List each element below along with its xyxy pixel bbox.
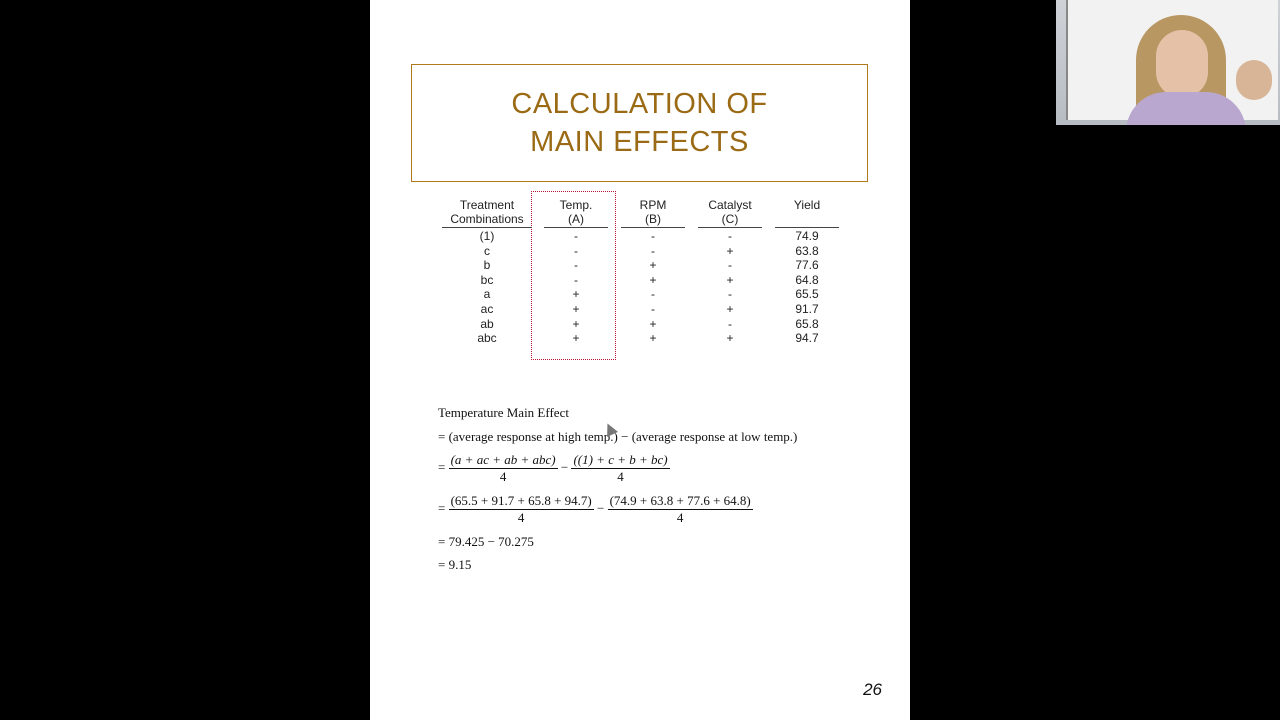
fraction-low-numeric: $\frac{(74.9 + 63.8 + 77.6 + 64.8)}{4}$ <box>609 493 751 525</box>
header-yield: Yield <box>793 198 821 212</box>
cell-rpm: - <box>651 302 655 316</box>
header-rule <box>544 227 608 228</box>
cell-yield: 94.7 <box>795 331 819 346</box>
cell-temp: + <box>572 331 580 346</box>
cell-yield: 65.5 <box>795 287 819 302</box>
fraction-high-numeric: $\frac{(65.5 + 91.7 + 65.8 + 94.7)}{4}$ <box>450 493 592 525</box>
calc-line-1: = (average response at high temp.) − (average response at low temp.) <box>438 429 798 444</box>
cell-yield: 63.8 <box>795 243 819 258</box>
presenter-hand <box>1236 60 1272 100</box>
page-number: 26 <box>863 680 882 699</box>
cell-rpm: + <box>649 331 657 346</box>
cell-treatment: abc <box>477 331 497 346</box>
cell-rpm: + <box>649 258 657 273</box>
header-treatment: Treatment Combinations <box>450 198 524 226</box>
cell-temp: + <box>572 316 580 331</box>
calc-fraction-line-numeric: = $\frac{(65.5 + 91.7 + 65.8 + 94.7)}{4}$ − $\frac{(74.9 + 63.8 + 77.6 + 64.8)}{4}$ <box>438 493 751 525</box>
calc-line-4: = 79.425 − 70.275 <box>438 534 534 549</box>
calc-heading: Temperature Main Effect <box>438 405 569 420</box>
cell-rpm: - <box>651 287 655 302</box>
cell-temp: + <box>572 287 580 302</box>
cell-treatment: a <box>483 287 491 302</box>
cell-treatment: bc <box>480 272 494 287</box>
cell-catalyst: - <box>728 287 732 302</box>
cell-catalyst: + <box>726 331 734 346</box>
cell-rpm: + <box>649 272 657 287</box>
cell-temp: - <box>574 243 578 258</box>
cell-yield: 64.8 <box>795 272 819 287</box>
cell-catalyst: + <box>726 272 734 287</box>
presenter-face <box>1156 30 1208 98</box>
slide <box>370 0 910 720</box>
cell-catalyst: - <box>728 316 732 331</box>
cell-temp: + <box>572 302 580 316</box>
cell-catalyst: + <box>726 302 734 316</box>
cell-yield: 77.6 <box>795 258 819 273</box>
cell-catalyst: + <box>726 243 734 258</box>
cell-temp: - <box>574 272 578 287</box>
calc-result: = 9.15 <box>438 557 472 572</box>
title-box <box>411 64 868 182</box>
header-temp: Temp. (A) <box>559 198 593 226</box>
cell-treatment: (1) <box>479 229 495 243</box>
cell-yield: 74.9 <box>795 229 819 243</box>
cell-rpm: + <box>649 316 657 331</box>
cell-yield: 91.7 <box>795 302 819 316</box>
slide-title <box>511 85 767 161</box>
cell-treatment: ac <box>480 302 494 316</box>
cell-rpm: - <box>651 243 655 258</box>
header-rule <box>698 227 762 228</box>
calc-fraction-line-symbolic: = $\frac{\text{(a + ac + ab + abc)}}{4}$ − $\frac{((1) + c + b + bc)}{4}$ <box>438 452 668 484</box>
header-catalyst: Catalyst (C) <box>708 198 752 226</box>
header-rule <box>621 227 685 228</box>
presenter-webcam <box>1056 0 1280 125</box>
cell-treatment: ab <box>480 316 494 331</box>
cell-treatment: b <box>483 258 491 273</box>
fraction-low-symbolic: $\frac{((1) + c + b + bc)}{4}$ <box>573 452 668 484</box>
title-line-2: MAIN EFFECTS <box>530 126 749 158</box>
header-rule <box>775 227 839 228</box>
cell-treatment: c <box>484 243 490 258</box>
cell-yield: 65.8 <box>795 316 819 331</box>
cell-temp: - <box>574 258 578 273</box>
cell-catalyst: - <box>728 258 732 273</box>
cell-rpm: - <box>651 229 655 243</box>
title-line-1: CALCULATION OF <box>511 88 768 120</box>
cell-temp: - <box>574 229 578 243</box>
header-rpm: RPM (B) <box>639 198 667 226</box>
fraction-high-symbolic: $\frac{\text{(a + ac + ab + abc)}}{4}$ <box>450 452 556 484</box>
cell-catalyst: - <box>728 229 732 243</box>
header-rule <box>442 227 532 228</box>
